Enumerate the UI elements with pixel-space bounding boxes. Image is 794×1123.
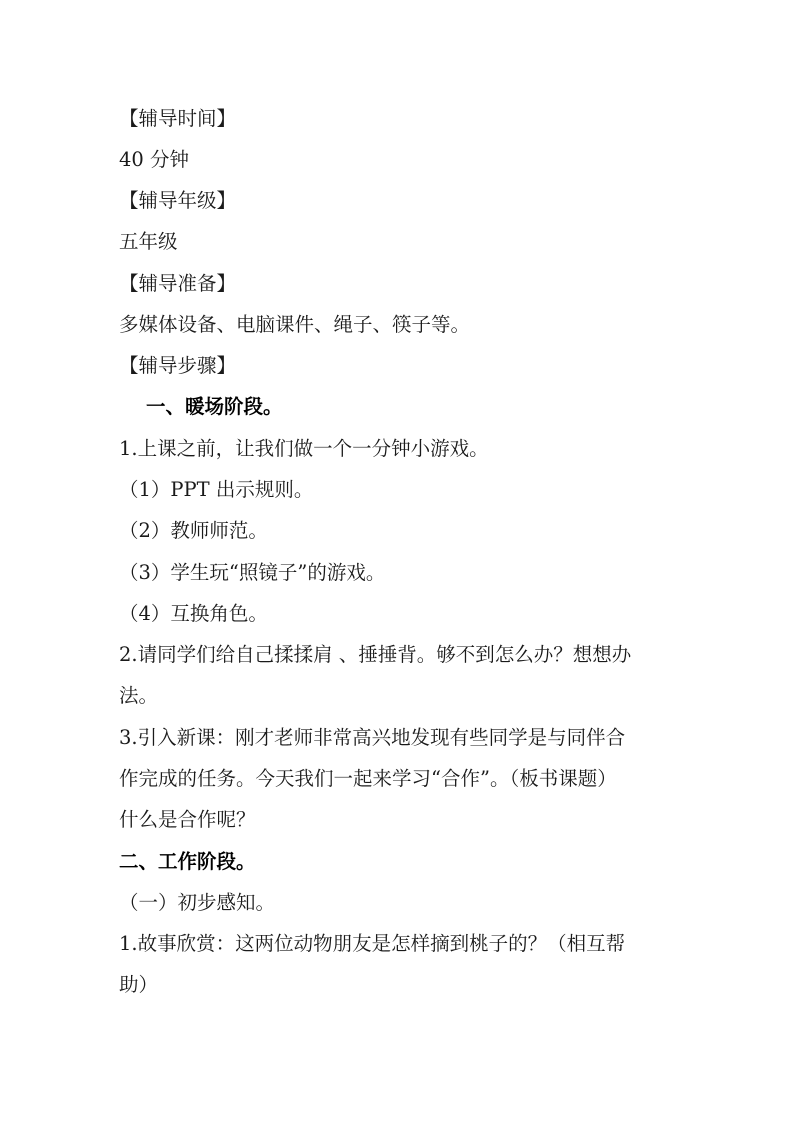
paragraph-line: 1.故事欣赏：这两位动物朋友是怎样摘到桃子的？（相互帮	[119, 932, 626, 955]
preparation-value: 多媒体设备、电脑课件、绳子、筷子等。	[119, 313, 471, 336]
paragraph-line: 1.上课之前，让我们做一个一分钟小游戏。	[119, 437, 489, 460]
paragraph-line: 什么是合作呢？	[119, 808, 256, 831]
paragraph-line: 助）	[119, 973, 159, 996]
section-heading-preparation: 【辅导准备】	[119, 272, 237, 295]
list-item: （3）学生玩“照镜子”的游戏。	[119, 561, 386, 584]
list-item: （1）PPT 出示规则。	[119, 478, 314, 501]
subsection-heading: （一）初步感知。	[119, 891, 276, 914]
paragraph-line: 2.请同学们给自己揉揉肩 、捶捶背。够不到怎么办？想想办	[119, 643, 632, 666]
list-item: （2）教师师范。	[119, 519, 268, 542]
stage-heading-warmup: 一、暖场阶段。	[146, 395, 283, 418]
section-heading-steps: 【辅导步骤】	[119, 354, 237, 377]
paragraph-line: 作完成的任务。今天我们一起来学习“合作”。（板书课题）	[119, 767, 617, 790]
section-heading-grade: 【辅导年级】	[119, 189, 237, 212]
time-value: 40 分钟	[119, 148, 190, 171]
grade-value: 五年级	[119, 230, 178, 253]
section-heading-time: 【辅导时间】	[119, 107, 237, 130]
paragraph-line: 法。	[119, 684, 159, 707]
list-item: （4）互换角色。	[119, 602, 268, 625]
paragraph-line: 3.引入新课：刚才老师非常高兴地发现有些同学是与同伴合	[119, 726, 626, 749]
stage-heading-work: 二、工作阶段。	[119, 850, 256, 873]
